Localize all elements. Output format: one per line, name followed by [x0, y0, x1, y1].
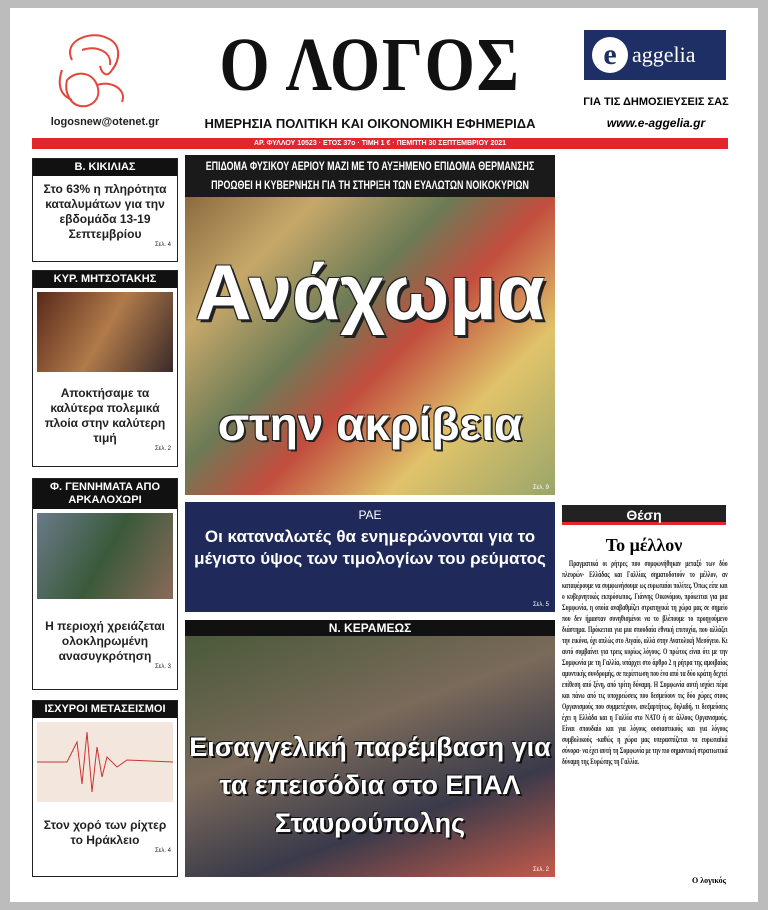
page-ref: Σελ. 2	[154, 446, 171, 452]
story-kicker: ΡΑΕ	[358, 508, 382, 522]
opinion-kicker: Θέση	[562, 505, 726, 525]
story-headline: Στον χορό των ρίχτερ το Ηράκλειο	[43, 818, 167, 847]
lead-deck-box	[185, 155, 555, 197]
story-headline: Οι καταναλωτές θα ενημερώνονται για το μέγιστο ύψος των τιμολογίων του ρεύματος	[194, 527, 546, 568]
story-headline: Εισαγγελική παρέμβαση για τα επεισόδια στο ΕΠΑΛ Σταυρούπολης	[189, 732, 551, 838]
lead-story-image[interactable]	[185, 197, 555, 495]
newspaper-logo-figure	[52, 30, 142, 112]
lead-subheadline: στην ακρίβεια	[217, 398, 523, 450]
lead-headline: Ανάχωμα	[195, 248, 545, 336]
opinion-signature: Ο λογικός	[692, 876, 726, 885]
story-headline: Η περιοχή χρειάζεται ολοκληρωμένη ανασυγκρότηση	[45, 619, 165, 663]
story-kicker: Β. ΚΙΚΙΛΙΑΣ	[33, 159, 177, 176]
ad-tagline: ΓΙΑ ΤΙΣ ΔΗΜΟΣΙΕΥΣΕΙΣ ΣΑΣ	[583, 96, 729, 108]
story-kicker: ΙΣΧΥΡΟΙ ΜΕΤΑΣΕΙΣΜΟΙ	[33, 701, 177, 718]
story-kikilias[interactable]	[32, 158, 178, 262]
seismograph-image	[37, 722, 173, 802]
story-rae[interactable]	[185, 502, 555, 612]
story-kerameos[interactable]	[185, 636, 555, 877]
newspaper-subtitle: ΗΜΕΡΗΣΙΑ ΠΟΛΙΤΙΚΗ ΚΑΙ ΟΙΚΟΝΟΜΙΚΗ ΕΦΗΜΕΡΙΔΑ	[204, 116, 536, 131]
opinion-body: Πραγματικά οι ρήτρες που συμφωνήθηκαν μεταξύ των δύο πλευρών- Ελλάδας και Γαλλίας σηματοδοτούν το μέλλον, αν καταφέρουμε να συμφωνήσουμε ως ευρωπαίοι πολίτες. Όπως είπε και ο κυβερνητικός εκπρόσωπος, Γιάννης Οικονόμου, πρόκειται για μια Συμφωνία, η οποία αναβαθμίζει στρατηγικά τη χώρα μας σε σημείο που δεν ήμασταν συνηθισμένοι να το βλέπουμε το προηγούμενο διάστημα. Πρόκειται για μια σπουδαία εθνική επιτυχία, που αλλάζει την εικόνα, όχι απλώς στο Αιγαίο, αλλά στην Ανατολική Μεσόγειο. Κι αυτό συμβαίνει για τρεις κυρίως λόγους. Ο πρώτος είναι ότι με την Συμφωνία με τη Γαλλία, υπάρχει στο άρθρο 2 η ρήτρα της αμοιβαίας αμυντικής συνδρομής, σε περίπτωση που ένα από τα δύο κράτη δεχτεί επίθεση από ξένη, από τρίτη δύναμη. Η Συμφωνία αυτή ισχύει πέρα και πάνω από τις υποχρεώσεις που δεσμεύουν τις δύο χώρες στους Οργανισμούς που συμμετέχουν, ανεξαρτήτως, δηλαδή, τι δεσμεύσεις έχει η Ελλάδα και η Γαλλία στο ΝΑΤΟ ή σε άλλους Οργανισμούς. Είναι σπουδαίο και για λόγους ουσιαστικούς και για λόγους συμβολικούς -καθώς η χώρα μας υπερασπίζεται τα ευρωπαϊκά σύνορα- να έχει αυτή τη Συμφωνία με την πιο σημαντική στρατιωτικά δύναμη της Ευρώπης τη Γαλλία.	[562, 559, 728, 766]
page-ref: Σελ. 4	[154, 848, 171, 854]
story-headline: Αποκτήσαμε τα καλύτερα πολεμικά πλοία στην καλύτερη τιμή	[44, 386, 166, 445]
story-kicker: Ν. ΚΕΡΑΜΕΩΣ	[185, 620, 555, 636]
story-headline: Στο 63% η πληρότητα καταλυμάτων για την εβδομάδα 13-19 Σεπτεμβρίου	[43, 182, 167, 241]
opinion-title: Το μέλλον	[605, 535, 683, 555]
ad-url[interactable]: www.e-aggelia.gr	[606, 116, 706, 130]
issue-info-bar: ΑΡ. ΦΥΛΛΟΥ 10523 · ΕΤΟΣ 37ο · ΤΙΜΗ 1 € · ΠΕΜΠΤΗ 30 ΣΕΠΤΕΜΒΡΙΟΥ 2021	[32, 138, 728, 149]
story-aftershocks[interactable]	[32, 700, 178, 877]
page-ref: Σελ. 3	[154, 664, 171, 670]
page-ref: Σελ. 4	[154, 242, 171, 248]
eaggelia-logo-icon: e	[592, 37, 628, 73]
story-mitsotakis[interactable]	[32, 270, 178, 467]
story-kicker: ΚΥΡ. ΜΗΤΣΟΤΑΚΗΣ	[33, 271, 177, 288]
story-gennimata[interactable]	[32, 478, 178, 690]
eaggelia-ad[interactable]	[584, 30, 726, 80]
page-ref: Σελ. 2	[532, 867, 549, 873]
newspaper-title: Ο ΛΟΓΟΣ	[219, 23, 521, 107]
page-ref: Σελ. 9	[532, 485, 549, 491]
story-kicker: Φ. ΓΕΝΝΗΜΑΤΑ ΑΠΟ ΑΡΚΑΛΟΧΩΡΙ	[33, 479, 177, 509]
opinion-body-column	[562, 558, 728, 872]
lead-deck: ΕΠΙΔΟΜΑ ΦΥΣΙΚΟΥ ΑΕΡΙΟΥ ΜΑΖΙ ΜΕ ΤΟ ΑΥΞΗΜΕΝΟ ΕΠΙΔΟΜΑ ΘΕΡΜΑΝΣΗΣ ΠΡΟΩΘΕΙ Η ΚΥΒΕΡΝΗΣΗ ΓΙΑ ΤΗ ΣΤΗΡΙΞΗ ΤΩΝ ΕΥΑΛΩΤΩΝ ΝΟΙΚΟΚΥΡΙΩΝ	[205, 159, 535, 192]
page-ref: Σελ. 5	[532, 602, 549, 608]
story-photo	[37, 513, 173, 599]
eaggelia-logo-text: aggelia	[632, 42, 696, 67]
story-photo	[37, 292, 173, 372]
contact-email[interactable]: logosnew@otenet.gr	[50, 116, 160, 128]
